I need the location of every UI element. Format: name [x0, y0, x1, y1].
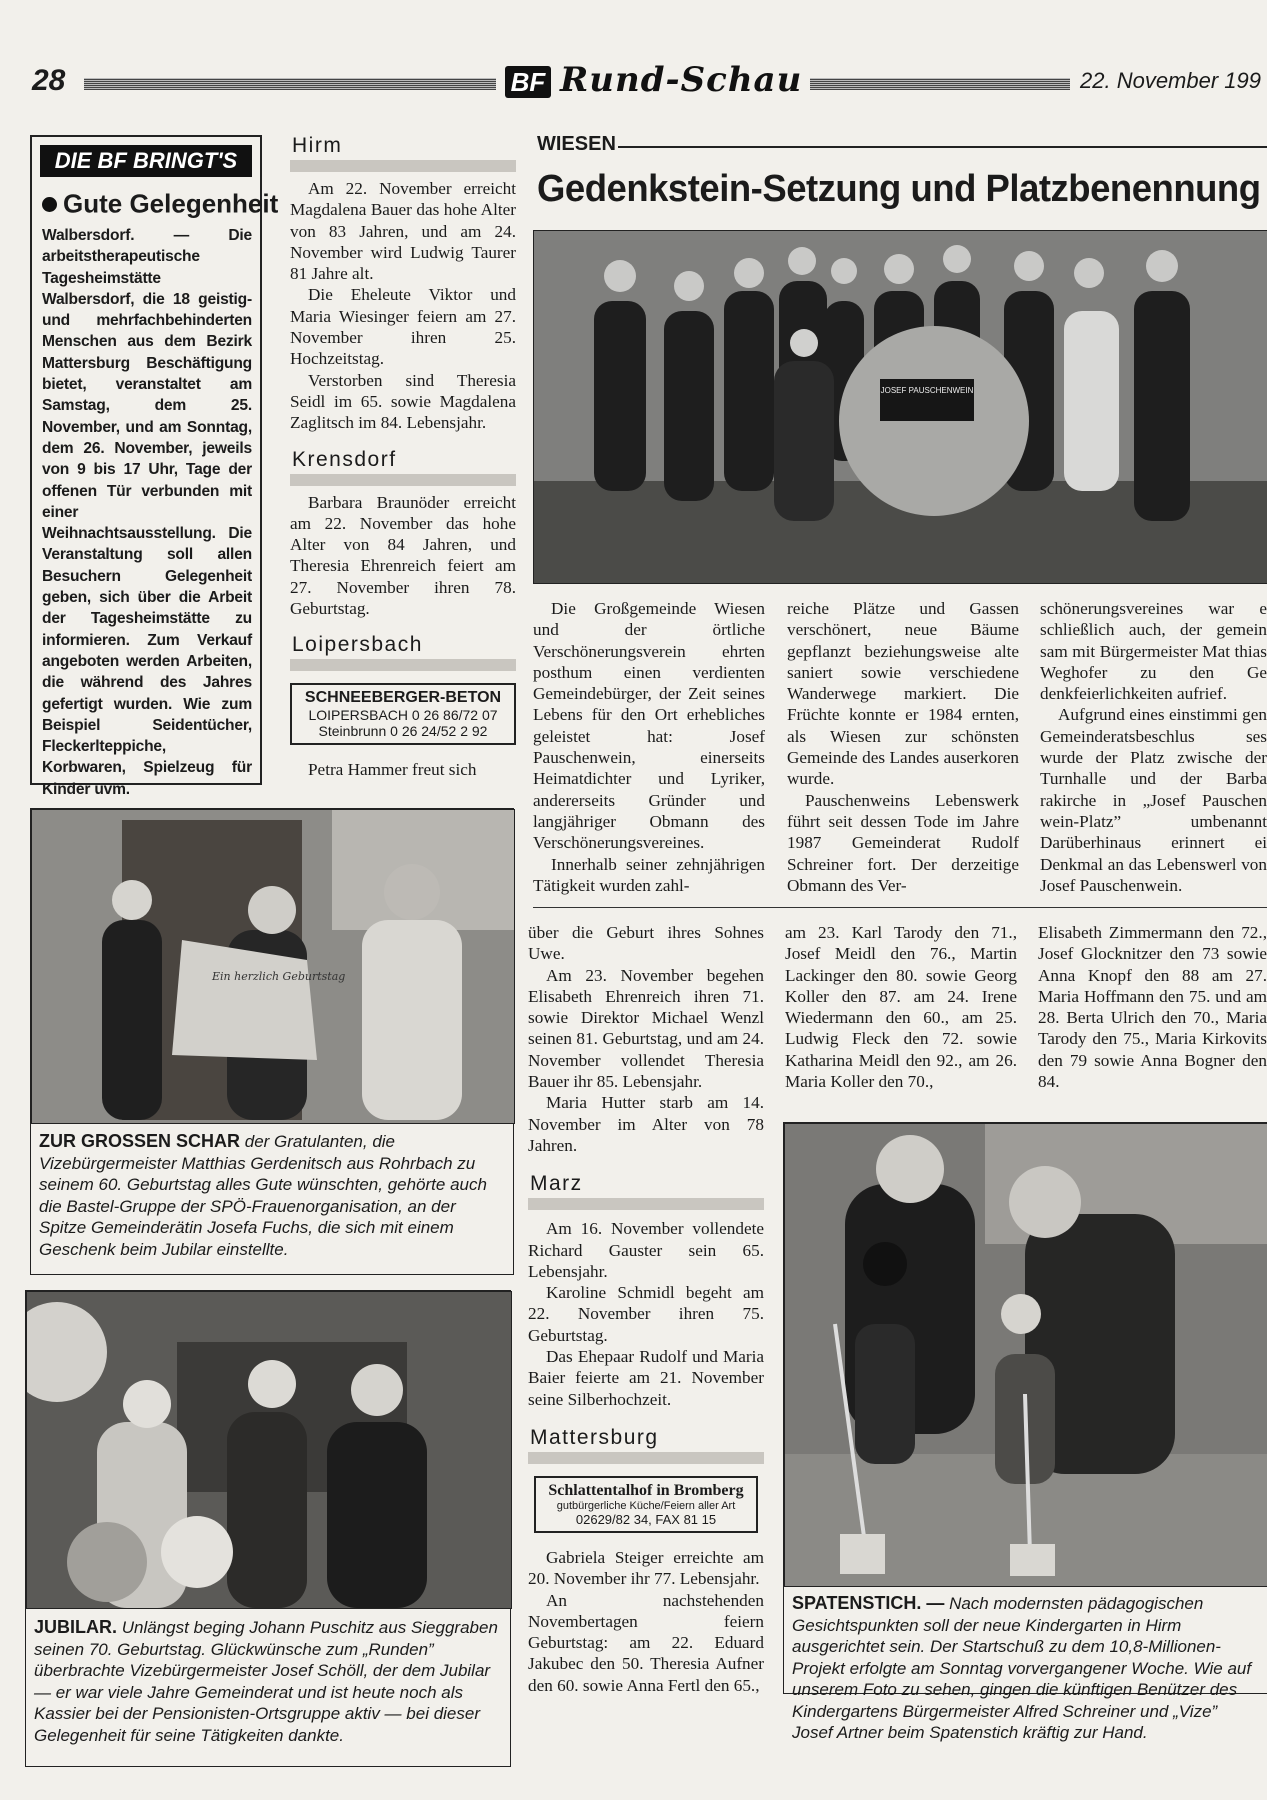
marz-text: [528, 1218, 764, 1410]
ad-schneeberger: [290, 683, 516, 745]
ad-schlattentalhof-name: Schlattentalhof in Bromberg: [548, 1481, 744, 1499]
info-box: [30, 135, 279, 798]
logo-badge: BF: [505, 66, 551, 98]
wiesen-kicker: WIESEN: [537, 133, 616, 155]
photo-spatenstich-box: [783, 1122, 1267, 1742]
wiesen-paragraph: schönerungsvereines war e schließlich auch, der gemein sam mit Bürgermeister Mat thias Weghofer zu den Ge denkfeierlichkeiten aufrief.: [1040, 599, 1267, 704]
wiesen-paragraph: Pauschenweins Lebenswerk führt seit dessen Tode im Jahre 1987 Gemeinderat Rudolf Schreiner fort. Der derzeitige Obmann des Ver-: [787, 790, 1019, 895]
photo-sign-text: Ein herzlich Geburtstag: [212, 970, 346, 983]
caption-lead: SPATENSTICH. —: [792, 1593, 945, 1613]
krensdorf-paragraph: Barbara Braunöder erreicht am 22. November das hohe Alter von 84 Jahren, und Theresia Ehrenreich feiert am 27. November ihren 78. Geburtstag.: [290, 492, 516, 619]
section-heading-krensdorf: Krensdorf: [290, 446, 516, 486]
photo-jubilar-caption: [34, 1617, 502, 1746]
birthday-list-col2: am 23. Karl Tarody den 71., Josef Meidl den 76., Martin Lackinger den 80. sowie Georg Koller den 87. am 24. Irene Wiedermann den 60., am 25. Ludwig Fleck den 72. sowie Katharina Meidl den 92., am 26. Maria Koller den 70.,: [785, 923, 1017, 1092]
header-rule-right: [810, 78, 1070, 90]
caption-lead: ZUR GROSSEN SCHAR: [39, 1131, 241, 1151]
loipersbach-continued: [528, 922, 764, 1156]
mattersburg-paragraph: An nachstehenden Novembertagen feiern Geburtstag: am 22. Eduard Jakubec den 50. Theresia Aufner den 60. sowie Anna Fertl den 65.,: [528, 1590, 764, 1695]
logo-script: Rund-Schau: [560, 60, 803, 100]
marz-paragraph: Das Ehepaar Rudolf und Maria Baier feierte am 21. November seine Silberhochzeit.: [528, 1347, 764, 1409]
ad-schlattentalhof-line: gutbürgerliche Küche/Feiern aller Art: [556, 1499, 736, 1512]
wiesen-col3: [1040, 598, 1267, 896]
issue-date: 22. November 199: [1080, 68, 1261, 93]
ad-schlattentalhof-line: 02629/82 34, FAX 81 15: [575, 1511, 717, 1527]
hirm-paragraph: Verstorben sind Theresia Seidl im 65. sowie Magdalena Zaglitsch im 84. Lebensjahr.: [290, 370, 516, 433]
photo-jubilar-illustration: [27, 1292, 511, 1608]
photo-gratulanten: [31, 809, 515, 1124]
photo-jubilar: [26, 1291, 512, 1609]
ad-schneeberger-name: SCHNEEBERGER-BETON: [304, 689, 502, 707]
photo-spatenstich-illustration: [785, 1124, 1267, 1586]
hirm-text: [290, 178, 516, 434]
photo-gratulanten-illustration: [32, 810, 514, 1123]
loipersbach-paragraph: über die Geburt ihres Sohnes Uwe.: [528, 923, 764, 964]
wiesen-col1: [533, 598, 765, 896]
section-heading-marz: Marz: [528, 1170, 764, 1210]
column-local-news: [290, 132, 516, 781]
mattersburg-text: [528, 1547, 764, 1696]
section-heading-hirm: Hirm: [290, 132, 516, 172]
bullet-icon: [42, 197, 57, 212]
loipersbach-paragraph: Petra Hammer freut sich: [308, 760, 477, 780]
wiesen-col2: [787, 598, 1019, 896]
photo-spatenstich-caption: [792, 1593, 1260, 1744]
ad-schneeberger-line: LOIPERSBACH 0 26 86/72 07: [308, 707, 498, 724]
caption-lead: JUBILAR.: [34, 1617, 118, 1637]
ad-schlattentalhof: [534, 1476, 758, 1533]
krensdorf-text: [290, 492, 516, 620]
mattersburg-paragraph: Gabriela Steiger erreichte am 20. November ihr 77. Lebensjahr.: [528, 1547, 764, 1589]
marz-paragraph: Karoline Schmidl begeht am 22. November ihren 75. Geburtstag.: [528, 1283, 764, 1345]
caption-text: der Gratulanten, die Vizebürgermeister Matthias Gerdenitsch aus Rohrbach zu seinem 60. Geburtstag alles Gute wünschten, gehörte auch die Bastel-Gruppe der SPÖ-Frauenorganisation, an der Spitze Gemeinderätin Josefa Fuchs, die sich mit einem Geschenk beim Jubilar einstellte.: [39, 1132, 487, 1259]
loipersbach-paragraph: Maria Hutter starb am 14. November im Alter von 78 Jahren.: [528, 1093, 764, 1155]
birthday-list-col3: Elisabeth Zimmermann den 72., Josef Glocknitzer den 73 sowie Anna Knopf den 88 am 27. Maria Hoffmann den 75. und am 28. Berta Ulrich den 70., Maria Tarody den 75., Maria Kirkovits den 79 sowie Anna Bogner den 84.: [1038, 923, 1267, 1092]
ad-schneeberger-line: Steinbrunn 0 26 24/52 2 92: [318, 723, 488, 740]
photo-gratulanten-caption: [39, 1131, 505, 1260]
section-divider: [533, 907, 1267, 908]
photo-gratulanten-box: [30, 808, 514, 1275]
wiesen-photo-illustration: [534, 231, 1267, 583]
caption-text: Unlängst beging Johann Puschitz aus Sieggraben seinen 70. Geburtstag. Glückwünsche zum „Runden” überbrachte Vizebürgermeister Josef Schöll, der dem Jubilar — er war viele Jahre Gemeinderat und ist heute noch als Kassier bei der Pensionisten-Ortsgruppe aktiv — bei dieser Gelegenheit für seine Tätigkeiten dankte.: [34, 1618, 498, 1745]
wiesen-photo: [533, 230, 1267, 584]
page-header: [0, 62, 1267, 102]
info-box-title: DIE BF BRINGT'S: [40, 145, 252, 177]
loipersbach-text: [290, 759, 516, 780]
page-number: 28: [32, 64, 66, 97]
wiesen-paragraph: Innerhalb seiner zehnjährigen Tätigkeit wurden zahl-: [533, 854, 765, 895]
loipersbach-paragraph: Am 23. November begehen Elisabeth Ehrenreich ihren 71. sowie Direktor Michael Wenzl seinen 81. Geburtstag, und am 24. November vollendet Theresia Bauer ihr 85. Lebensjahr.: [528, 965, 764, 1092]
info-box-headline: Gute Gelegenheit: [63, 188, 279, 219]
header-rule-left: [84, 78, 496, 90]
info-box-text: Walbersdorf. — Die arbeitstherapeutische Tagesheimstätte Walbersdorf, die 18 geistig- und mehrfachbehinderten Menschen aus dem Bezirk Mattersburg Beschäftigung bietet, veranstaltet am Samstag, dem 25. November, und am Sonntag, dem 26. November, jeweils von 9 bis 17 Uhr, Tage der offenen Tür verbunden mit einer Weihnachtsausstellung. Die Veranstaltung soll allen Besuchern Gelegenheit geben, sich über die Arbeit der Tagesheimstätte zu informieren. Zum Verkauf angeboten werden Arbeiten, die während des Jahres gefertigt wurden. Wie zum Beispiel Seidentücher, Fleckerlteppiche, Korbwaren, Spielzeug für Kinder uvm.: [42, 227, 252, 798]
wiesen-paragraph: reiche Plätze und Gassen verschönert, neue Bäume gepflanzt beziehungsweise alte saniert sowie verschiedene Wanderwege markiert. Die Früchte konnte er 1984 ernten, als Wiesen zur schönsten Gemeinde des Landes auserkoren wurde.: [787, 599, 1019, 789]
kicker-rule: [618, 146, 1267, 148]
caption-text: Nach modernsten pädagogischen Gesichtspunkten soll der neue Kindergarten in Hirm ausgerichtet sein. Der Startschuß zu dem 10,8-Millionen-Projekt erfolgte am Sonntag vorvergangener Woche. Wie auf unserem Foto zu sehen, gingen die künftigen Benützer des Kindergartens Bürgermeister Alfred Schreiner und „Vize” Josef Artner beim Spatenstich kräftig zur Hand.: [792, 1594, 1252, 1742]
wiesen-headline: Gedenkstein-Setzung und Platzbenennung: [537, 168, 1261, 210]
marz-paragraph: Am 16. November vollendete Richard Gauster sein 65. Lebensjahr.: [528, 1219, 764, 1281]
photo-spatenstich: [784, 1123, 1267, 1587]
hirm-paragraph: Die Eheleute Viktor und Maria Wiesinger feiern am 27. November ihren 25. Hochzeitstag.: [290, 285, 516, 369]
info-box-headline-row: [42, 187, 279, 220]
wiesen-paragraph: Aufgrund eines einstimmi gen Gemeinderatsbeschlus ses wurde der Platz zwische der Turnhalle und der Barba rakirche in „Josef Pauschen wein-Platz” umbenannt Darüberhinaus erinnert ei Denkmal an das Lebenswerl von Josef Pauschenwein.: [1040, 705, 1267, 895]
section-heading-loipersbach: Loipersbach: [290, 631, 516, 671]
plaque-text: JOSEF PAUSCHENWEIN: [880, 386, 974, 395]
photo-jubilar-box: [25, 1290, 511, 1767]
column-lower-news: [528, 922, 764, 1696]
hirm-paragraph: Am 22. November erreicht Magdalena Bauer das hohe Alter von 83 Jahren, und am 24. November wird Ludwig Taurer 81 Jahre alt.: [290, 179, 516, 284]
wiesen-paragraph: Die Großgemeinde Wiesen und der örtliche Verschönerungsverein ehrten posthum einen verdienten Gemeindebürger, der Zeit seines Lebens für den Ort erhebliches geleistet hat: Josef Pauschenwein, einerseits Heimatdichter und Lyriker, andererseits Gründer und langjähriger Obmann des Verschönerungsvereines.: [533, 599, 765, 853]
section-heading-mattersburg: Mattersburg: [528, 1424, 764, 1464]
